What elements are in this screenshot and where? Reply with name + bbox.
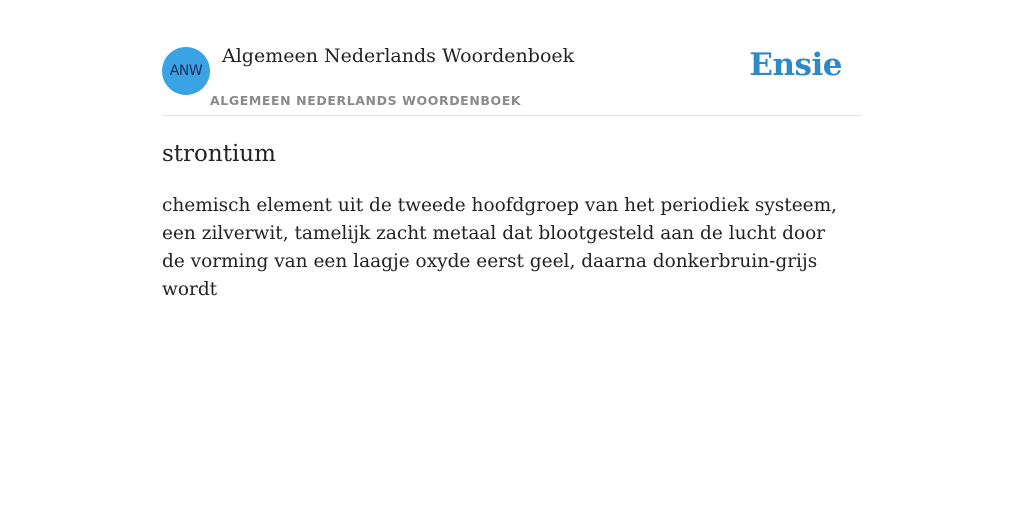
brand-logo[interactable]: Ensie [749,47,842,83]
avatar-logo-text: ANW [169,63,203,79]
source-title[interactable]: Algemeen Nederlands Woordenboek [222,45,575,67]
content-container [162,0,862,300]
source-avatar[interactable] [162,47,210,95]
source-subtitle: ALGEMEEN NEDERLANDS WOORDENBOEK [210,93,522,108]
entry-definition: chemisch element uit de tweede hoofdgroep van het periodiek systeem, een zilverwit, tamelijk zacht metaal dat blootgesteld aan de lucht door de vorming van een laagje oxyde eerst geel, daarna donkerbruin-grijs wordt [162,195,838,300]
entry-word: strontium [162,141,276,167]
source-header [162,0,862,116]
